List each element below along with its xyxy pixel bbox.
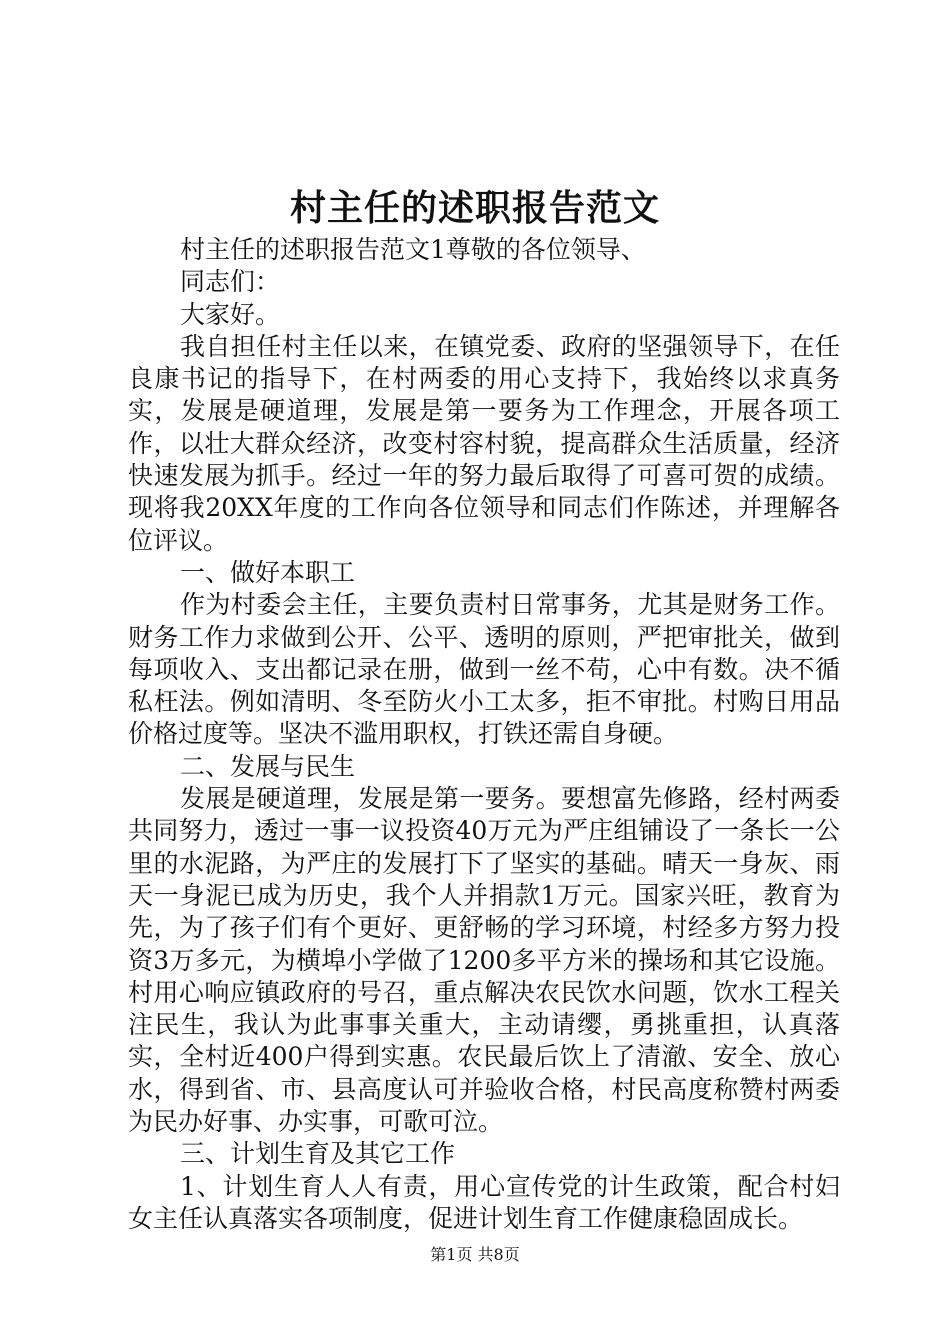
- paragraph-greeting: 村主任的述职报告范文1尊敬的各位领导、: [180, 235, 646, 264]
- section-heading-3: 三、计划生育及其它工作: [180, 1139, 456, 1169]
- page-footer: 第1页 共8页: [430, 1245, 520, 1264]
- paragraph-section-3: 1、计划生育人人有责，用心宣传党的计生政策，配合村妇女主任认真落实各项制度，促进计划生育工作健康稳固成长。: [128, 1171, 840, 1233]
- section-heading-2: 二、发展与民生: [180, 751, 356, 781]
- document-title: 村主任的述职报告范文: [289, 187, 660, 229]
- section-heading-1: 一、做好本职工: [180, 557, 356, 587]
- paragraph-salutation: 同志们：: [180, 267, 281, 297]
- paragraph-introduction: 我自担任村主任以来，在镇党委、政府的坚强领导下，在任良康书记的指导下，在村两委的用心支持下，我始终以求真务实，发展是硬道理，发展是第一要务为工作理念，开展各项工作，以壮大群众经济，改变村容村貌，提高群众生活质量，经济快速发展为抓手。经过一年的努力最后取得了可喜可贺的成绩。现将我20XX年度的工作向各位领导和同志们作陈述，并理解各位评议。: [128, 331, 840, 555]
- paragraph-section-1: 作为村委会主任，主要负责村日常事务，尤其是财务工作。财务工作力求做到公开、公平、透明的原则，严把审批关，做到每项收入、支出都记录在册，做到一丝不苟，心中有数。决不循私枉法。例如清明、冬至防火小工太多，拒不审批。村购日用品价格过度等。坚决不滥用职权，打铁还需自身硬。: [128, 590, 840, 749]
- paragraph-section-2: 发展是硬道理，发展是第一要务。要想富先修路，经村两委共同努力，透过一事一议投资40万元为严庄组铺设了一条长一公里的水泥路，为严庄的发展打下了坚实的基础。晴天一身灰、雨天一身泥已成为历史，我个人并捐款1万元。国家兴旺，教育为先，为了孩子们有个更好、更舒畅的学习环境，村经多方努力投资3万多元，为横埠小学做了1200多平方米的操场和其它设施。村用心响应镇政府的号召，重点解决农民饮水问题，饮水工程关注民生，我认为此事事关重大，主动请缨，勇挑重担，认真落实，全村近400户得到实惠。农民最后饮上了清澈、安全、放心水，得到省、市、县高度认可并验收合格，村民高度称赞村两委为民办好事、办实事，可歌可泣。: [128, 784, 840, 1137]
- document-body: [128, 234, 840, 1235]
- paragraph-hello: 大家好。: [180, 299, 281, 329]
